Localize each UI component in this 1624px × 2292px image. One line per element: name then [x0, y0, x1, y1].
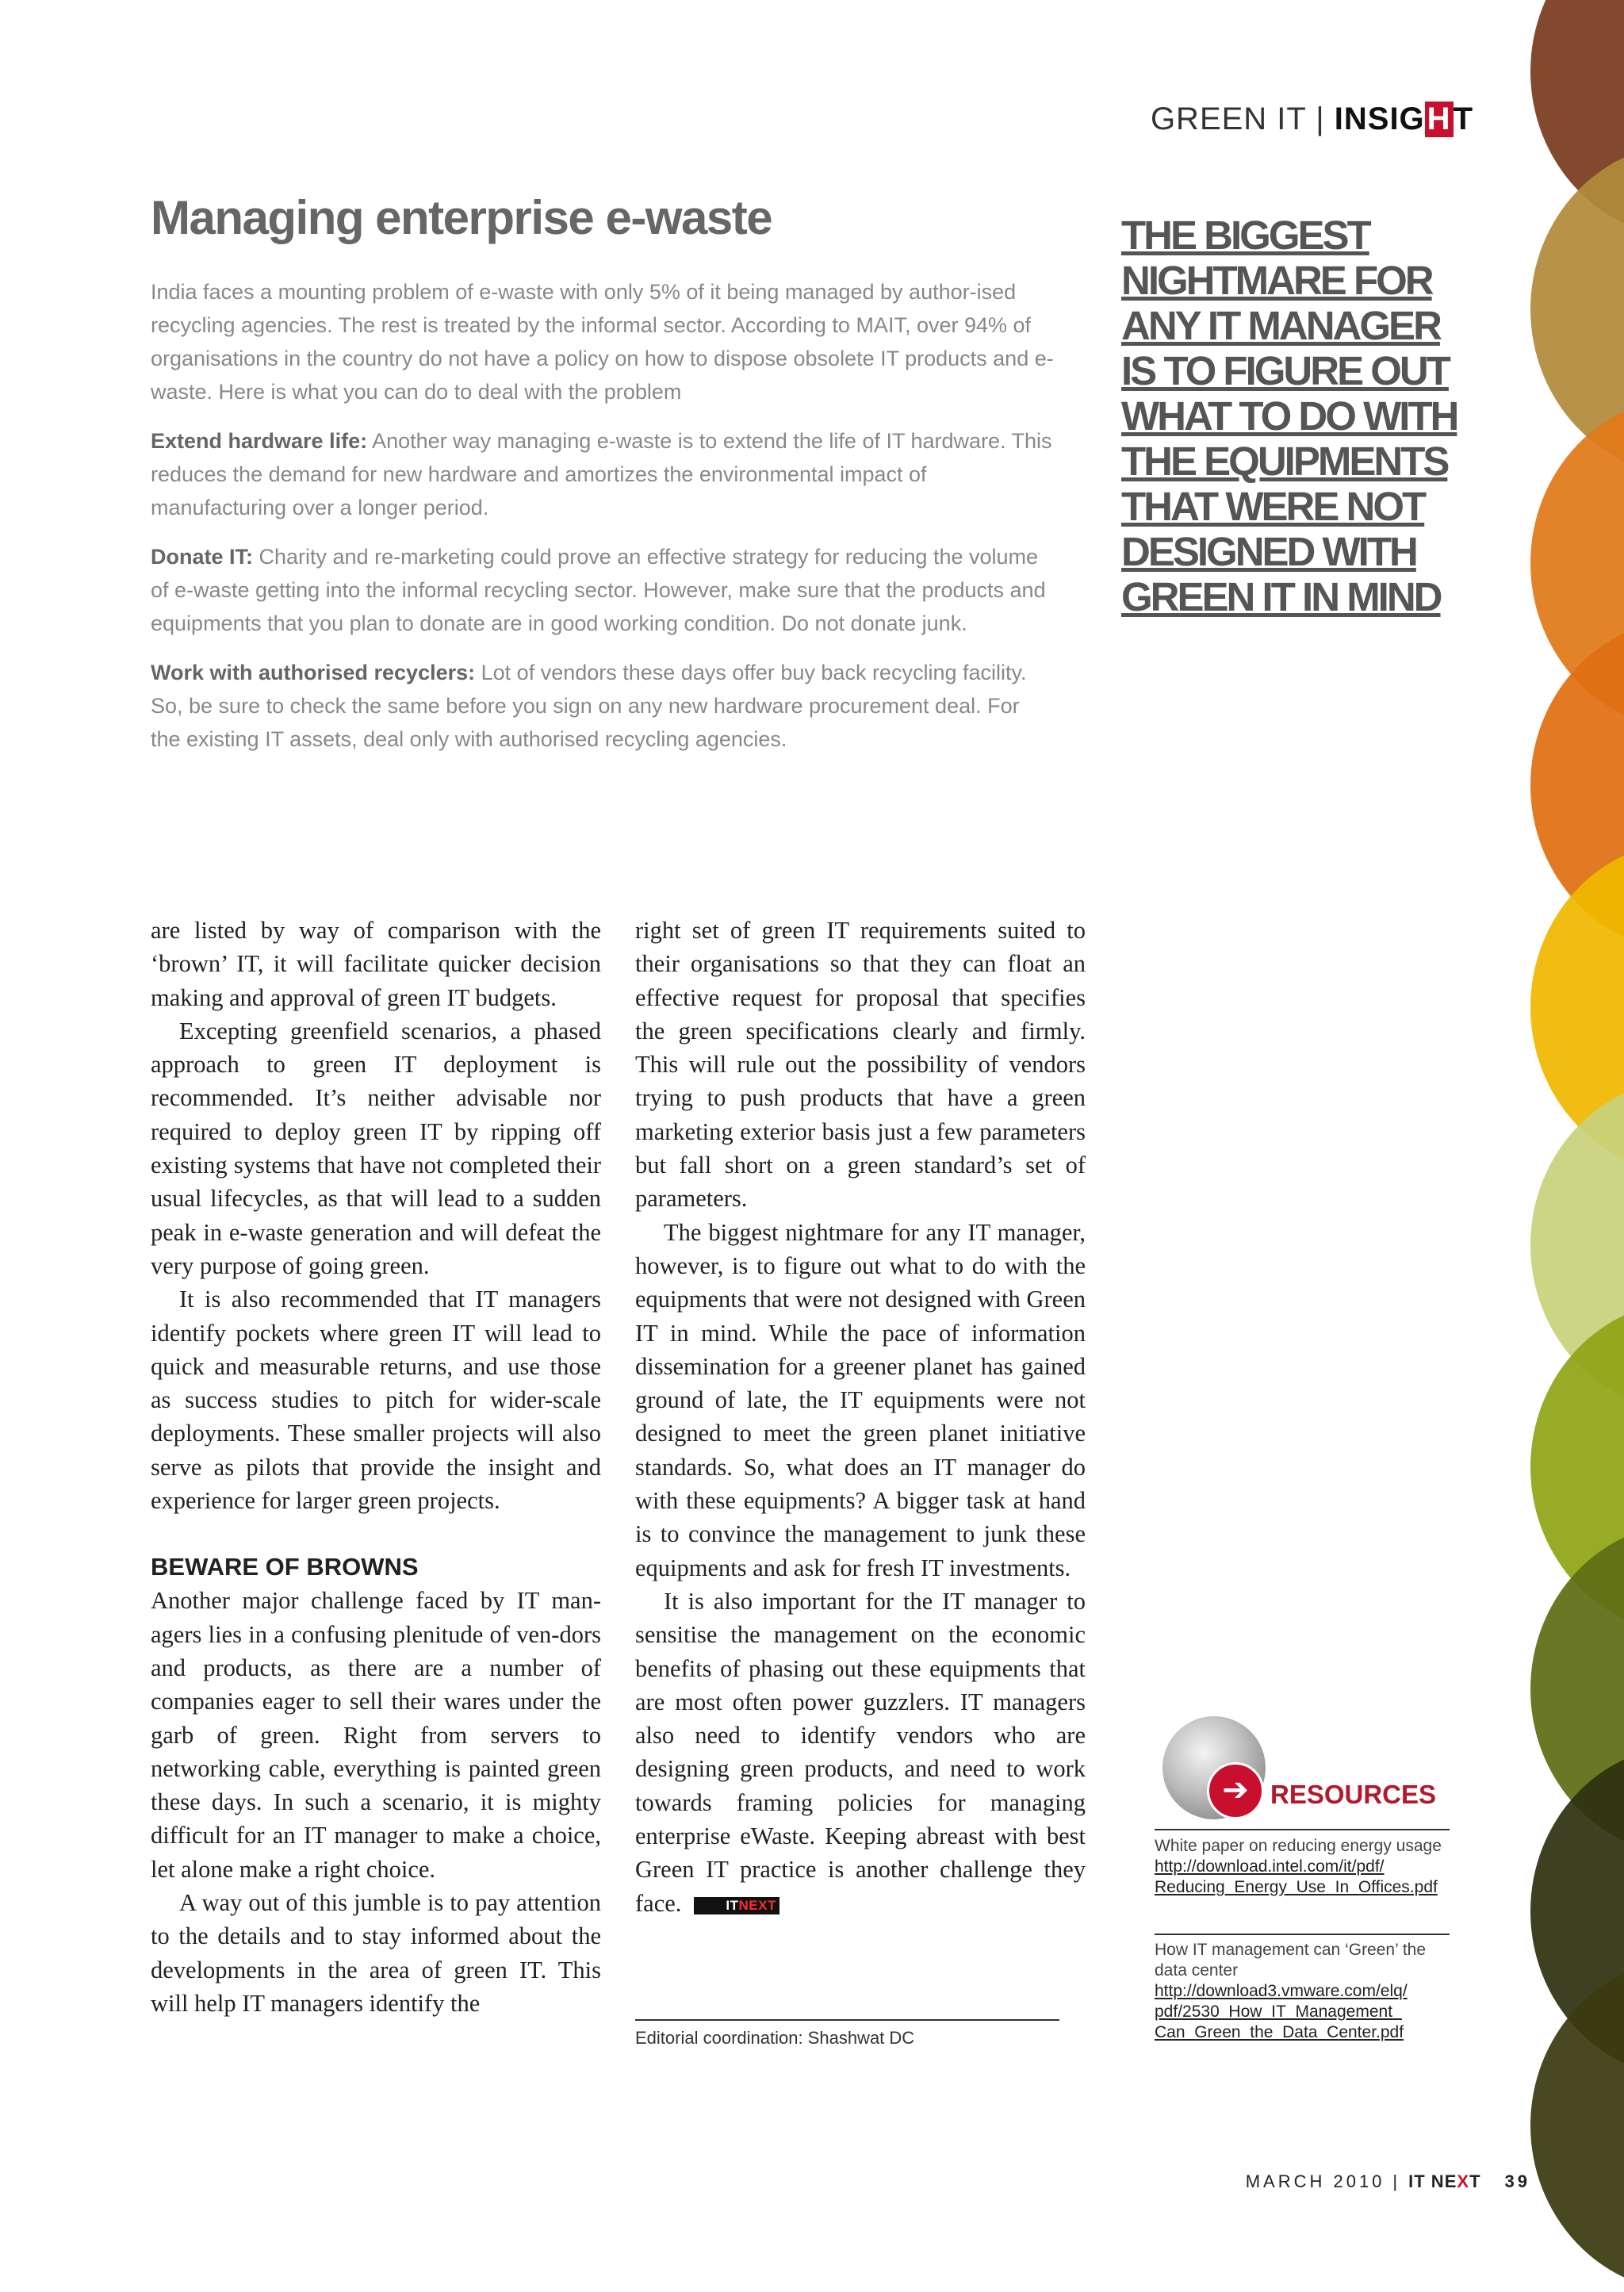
resources-divider [1155, 1829, 1450, 1830]
footer-separator: | [1392, 2171, 1401, 2191]
intro-point: Extend hardware life: Another way managing e-waste is to extend the life of IT hardware. This reduces the demand for new hardware and amortizes the environmental impact of manufacturing over a longer period. [151, 429, 1052, 519]
paragraph: Another major challenge faced by IT man-agers lies in a confusing plenitude of ven-dors and products, as there are a number of companies eager to sell their wares under the garb of green. Right from servers to networking cable, everything is painted green these days. In such a scenario, it is mighty difficult for an IT manager to make a choice, let alone make a right choice. [151, 1587, 601, 1883]
end-mark-logo: ITNEXT [694, 1897, 779, 1914]
header-separator: | [1316, 102, 1325, 136]
paragraph: The biggest nightmare for any IT manager, however, is to figure out what to do with the equipments that were not designed with Green IT in mind. While the pace of information dissemination for a greener planet has gained ground of late, the IT equipments were not designed to meet the green planet initiative standards. So, what does an IT manager do with these equipments? A bigger task at hand is to convince the management to junk these equipments and ask for fresh IT investments. [635, 1218, 1086, 1581]
subheading: BEWARE OF BROWNS [151, 1553, 419, 1581]
credit-divider [635, 2019, 1059, 2021]
article-column-2 [635, 914, 1086, 1920]
paragraph: are listed by way of comparison with the ‘brown’ IT, it will facilitate quicker decision making and approval of green IT budgets. [151, 917, 601, 1011]
resource-link[interactable]: http://download3.vmware.com/elq/ pdf/2530_How_IT_Management_ Can_Green_the_Data_Center.pdf [1155, 1982, 1408, 2041]
section-header [1151, 102, 1473, 137]
box-title: Managing enterprise e-waste [151, 191, 772, 244]
arrow-right-icon: ➔ [1207, 1762, 1264, 1819]
issue-date: MARCH 2010 [1245, 2171, 1385, 2191]
intro-point: Work with authorised recyclers: Lot of vendors these days offer buy back recycling facility. So, be sure to check the same before you sign on any new hardware procurement deal. For the existing IT assets, deal only with authorised recycling agencies. [151, 661, 1027, 751]
section-label: GREEN IT [1150, 102, 1307, 136]
resource-link[interactable]: http://download.intel.com/it/pdf/ Reducing_Energy_Use_In_Offices.pdf [1155, 1857, 1438, 1896]
itnext-logo: IT NEXT [1408, 2171, 1481, 2191]
pull-quote: THE BIGGEST NIGHTMARE FOR ANY IT MANAGER IS TO FIGURE OUT WHAT TO DO WITH THE EQUIPMENTS THAT WERE NOT DESIGNED WITH GREEN IT IN MIND [1121, 213, 1457, 619]
paragraph: It is also recommended that IT managers identify pockets where green IT will lead to quick and measurable returns, and use those as success studies to pitch for wider-scale deployments. These smaller projects will also serve as pilots that provide the insight and experience for larger green projects. [151, 1286, 601, 1515]
decor-circle-10 [1530, 1959, 1624, 2292]
page-number: 39 [1504, 2171, 1530, 2191]
resource-item [1155, 1940, 1456, 2043]
article-column-1 [151, 914, 601, 2020]
paragraph: It is also important for the IT manager to sensitise the management on the economic benefits of phasing out these equipments that are most often power guzzlers. IT managers also need to identify vendors who are designing green products, and need to work towards framing policies for managing enterprise eWaste. Keeping abreast with best Green IT practice is another challenge they face. ITNEXT [635, 1587, 1086, 1917]
insight-logo: INSIGHT [1334, 102, 1473, 136]
intro-box [151, 275, 1055, 772]
paragraph: right set of green IT requirements suited to their organisations so that they can float an effective request for proposal that specifies the green specifications clearly and firmly. This will rule out the possibility of vendors trying to push products that have a green marketing exterior basis just a few parameters but fall short on a green standard’s set of parameters. [635, 917, 1086, 1213]
resource-item [1155, 1836, 1456, 1898]
intro-lead: India faces a mounting problem of e-waste with only 5% of it being managed by author-ised recycling agencies. The rest is treated by the informal sector. According to MAIT, over 94% of organisations in the country do not have a policy on how to dispose obsolete IT products and e-waste. Here is what you can do to deal with the problem [151, 280, 1054, 404]
page-footer [1246, 2171, 1530, 2192]
resources-title: RESOURCES [1270, 1780, 1437, 1809]
resources-divider [1155, 1934, 1450, 1935]
resource-desc: How IT management can ‘Green’ the data center [1155, 1941, 1427, 1980]
resource-desc: White paper on reducing energy usage [1155, 1837, 1442, 1855]
intro-point: Donate IT: Charity and re-marketing could prove an effective strategy for reducing the volume of e-waste getting into the informal recycling sector. However, make sure that the products and equipments that you plan to donate are in good working condition. Do not donate junk. [151, 545, 1046, 635]
paragraph: A way out of this jumble is to pay attention to the details and to stay informed about the developments in the area of green IT. This will help IT managers identify the [151, 1889, 601, 2017]
paragraph: Excepting greenfield scenarios, a phased approach to green IT deployment is recommended. It’s neither advisable nor required to deploy green IT by ripping off existing systems that have not completed their usual lifecycles, as that will lead to a sudden peak in e-waste generation and will defeat the very purpose of going green. [151, 1017, 601, 1279]
editorial-credit: Editorial coordination: Shashwat DC [635, 2028, 915, 2048]
